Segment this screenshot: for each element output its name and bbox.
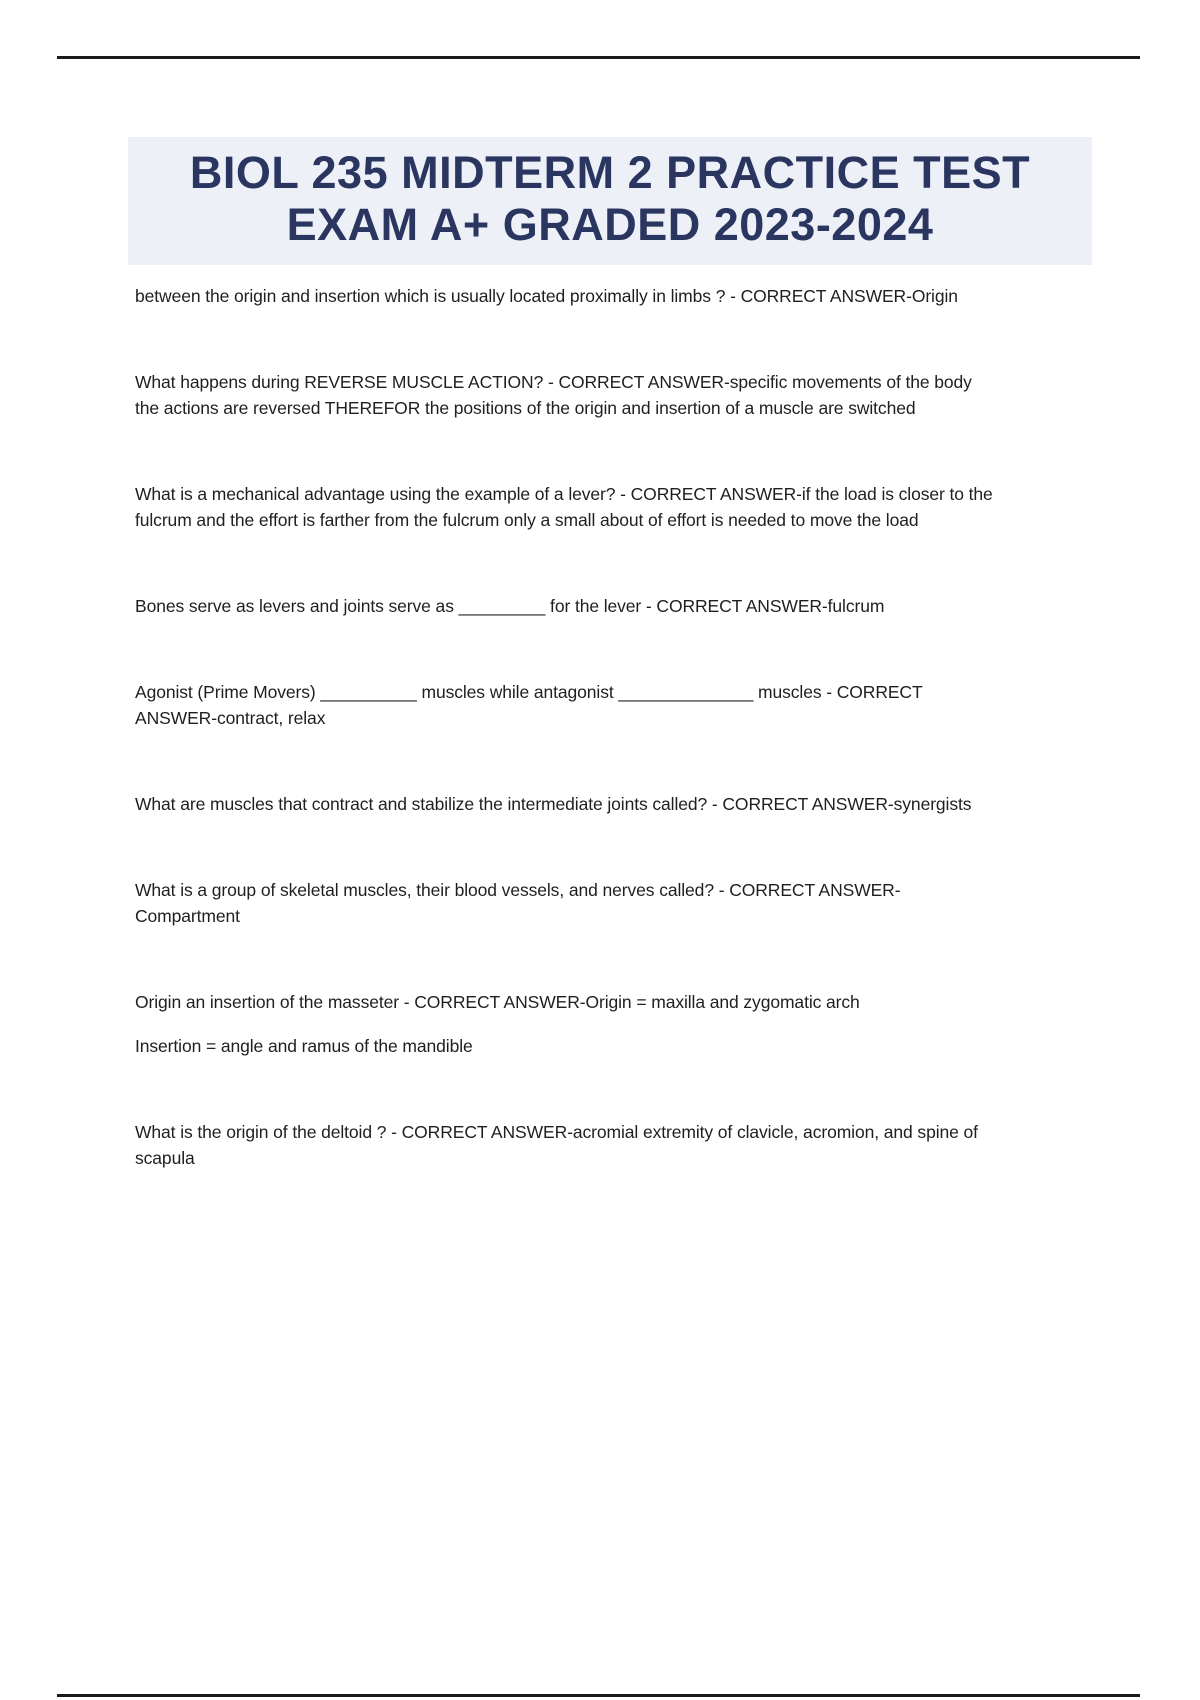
qa-item	[135, 877, 995, 929]
bottom-border-rule	[57, 1694, 1140, 1697]
qa-item	[135, 791, 995, 817]
qa-paragraph: Agonist (Prime Movers) __________ muscles while antagonist ______________ muscles - CORRECT ANSWER-contract, relax	[135, 682, 923, 728]
qa-paragraph: Bones serve as levers and joints serve as _________ for the lever - CORRECT ANSWER-fulcrum	[135, 596, 885, 616]
qa-item	[135, 283, 995, 309]
qa-paragraph: What is the origin of the deltoid ? - CORRECT ANSWER-acromial extremity of clavicle, acromion, and spine of scapula	[135, 1122, 978, 1168]
qa-paragraph: What happens during REVERSE MUSCLE ACTION? - CORRECT ANSWER-specific movements of the body the actions are reversed THEREFOR the positions of the origin and insertion of a muscle are switched	[135, 372, 972, 418]
qa-item	[135, 989, 995, 1059]
qa-item	[135, 481, 995, 533]
qa-paragraph: Origin an insertion of the masseter - CORRECT ANSWER-Origin = maxilla and zygomatic arch	[135, 992, 860, 1012]
qa-item	[135, 369, 995, 421]
qa-paragraph: What is a group of skeletal muscles, their blood vessels, and nerves called? - CORRECT ANSWER-Compartment	[135, 880, 901, 926]
qa-paragraph: What are muscles that contract and stabilize the intermediate joints called? - CORRECT ANSWER-synergists	[135, 794, 972, 814]
qa-paragraph: between the origin and insertion which is usually located proximally in limbs ? - CORRECT ANSWER-Origin	[135, 286, 958, 306]
top-border-rule	[57, 56, 1140, 59]
qa-item	[135, 593, 995, 619]
qa-item	[135, 1119, 995, 1171]
document-title-line-1: BIOL 235 MIDTERM 2 PRACTICE TEST	[189, 147, 1031, 198]
qa-paragraph: Insertion = angle and ramus of the mandible	[135, 1036, 473, 1056]
qa-item	[135, 679, 995, 731]
qa-list	[135, 283, 995, 1231]
qa-paragraph: What is a mechanical advantage using the example of a lever? - CORRECT ANSWER-if the load is closer to the fulcrum and the effort is farther from the fulcrum only a small about of effort is needed to move the load	[135, 484, 993, 530]
document-title-line-2: EXAM A+ GRADED 2023-2024	[286, 199, 934, 250]
document-title-block	[128, 137, 1092, 265]
